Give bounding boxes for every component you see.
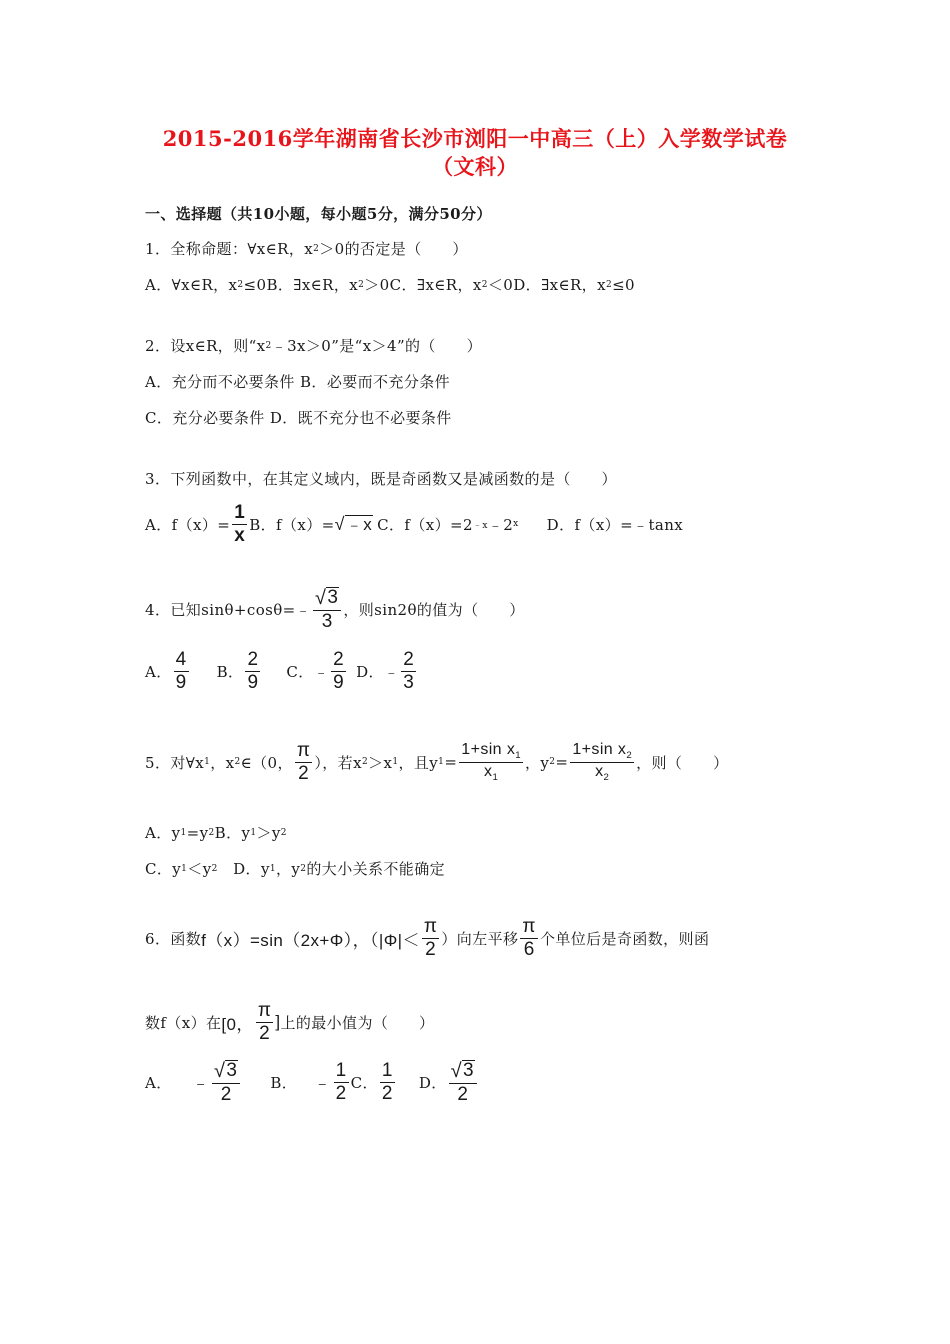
question-2-stem: 2．设x∈R，则“x 2 ﹣3x＞0”是“x＞4”的（ ）	[145, 337, 483, 355]
fraction-pi-over-6: $\frac{\pi}{6}$	[522, 916, 536, 960]
section-heading: 一、选择题（共10小题，每小题5分，满分50分）	[145, 205, 492, 223]
question-5-options-cd: C．y 1 ＜y 2 D．y 1 ，y 2 的大小关系不能确定	[145, 860, 445, 878]
fraction-neg-2-9: $\frac{2}{9}$	[333, 649, 345, 693]
fraction-pi-over-2: $\frac{\pi}{2}$	[257, 1000, 272, 1044]
fraction-neg-1-2: $\frac{1}{2}$	[335, 1059, 347, 1104]
question-4-stem: 4．已知sinθ+cosθ=﹣ √ 3 3 ，则sin2θ的值为（ ）	[145, 586, 525, 632]
question-2-options-cd: C．充分必要条件 D．既不充分也不必要条件	[145, 409, 452, 427]
fraction-1-2: $\frac{1}{2}$	[381, 1059, 393, 1104]
question-3-stem: 3．下列函数中，在其定义域内，既是奇函数又是减函数的是（ ）	[145, 470, 617, 488]
question-6-options: A． ﹣ √ 3 2 B． ﹣ $\frac{1}{2}$ C． $\frac{1}{2}$ D． √ 3 2	[145, 1060, 479, 1105]
fraction-4-9: $\frac{4}{9}$	[175, 649, 187, 693]
fraction-sqrt3-over-2: √ 3 2	[449, 1060, 477, 1105]
fraction-neg-sqrt3-over-2: √ 3 2	[212, 1060, 240, 1105]
question-5-stem: 5．对∀x 1 ，x 2 ∈（0， $\frac{\pi}{2}$ ），若x 2 ＞x 1 ，且y 1 = $\frac{1+\sin x_1}{x_1}$ ，y 2 = $\frac{1+\sin x_2}{x_2}$ ，则（ ）	[145, 740, 729, 784]
question-4-options: A． $\frac{4}{9}$ B． $\frac{2}{9}$ C．﹣ $\frac{2}{9}$ D．﹣ $\frac{2}{3}$	[145, 649, 415, 693]
fraction-pi-over-2: $\frac{\pi}{2}$	[423, 916, 438, 960]
exam-title: 2015-2016学年湖南省长沙市浏阳一中高三（上）入学数学试卷	[162, 126, 788, 151]
fraction-one-over-x: $\frac{1}{x}$	[234, 502, 246, 546]
question-6-stem: 6．函数 f（x）=sin（2x+Φ），（|Φ|＜ $\frac{\pi}{2}$ ）向左平移 $\frac{\pi}{6}$ 个单位后是奇函数，则函	[145, 916, 710, 960]
fraction-2-9: $\frac{2}{9}$	[247, 649, 259, 693]
question-1-options: A．∀x∈R，x 2 ≤0B．∃x∈R，x 2 ＞0C．∃x∈R，x 2 ＜0D．∃x∈R，x 2 ≤0	[145, 275, 635, 294]
fraction-y2: $\frac{1+\sin x_2}{x_2}$	[572, 740, 633, 784]
question-1-stem: 1．全称命题：∀x∈R，x 2 ＞0的否定是（ ）	[145, 240, 468, 258]
fraction-pi-over-2: $\frac{\pi}{2}$	[296, 740, 311, 784]
question-2-options-ab: A．充分而不必要条件 B．必要而不充分条件	[145, 373, 451, 391]
question-6-stem-continued: 数f（x）在 [0， $\frac{\pi}{2}$ ] 上的最小值为（ ）	[145, 1000, 435, 1044]
question-3-options: A．f（x）= $\frac{1}{x}$ B．f（x）= √ ﹣x C．f（x）=2 ﹣x ﹣2 x D．f（x）=﹣tanx	[145, 502, 684, 546]
fraction-y1: $\frac{1+\sin x_1}{x_1}$	[461, 740, 521, 784]
fraction-sqrt3-over-3: √ 3 3	[313, 587, 341, 632]
sqrt-neg-x: √ ﹣x	[334, 514, 373, 535]
fraction-neg-2-3: $\frac{2}{3}$	[403, 649, 415, 693]
exam-subtitle: （文科）	[432, 154, 518, 179]
question-5-options-ab: A．y 1 =y 2 B．y 1 ＞y 2	[145, 823, 287, 842]
